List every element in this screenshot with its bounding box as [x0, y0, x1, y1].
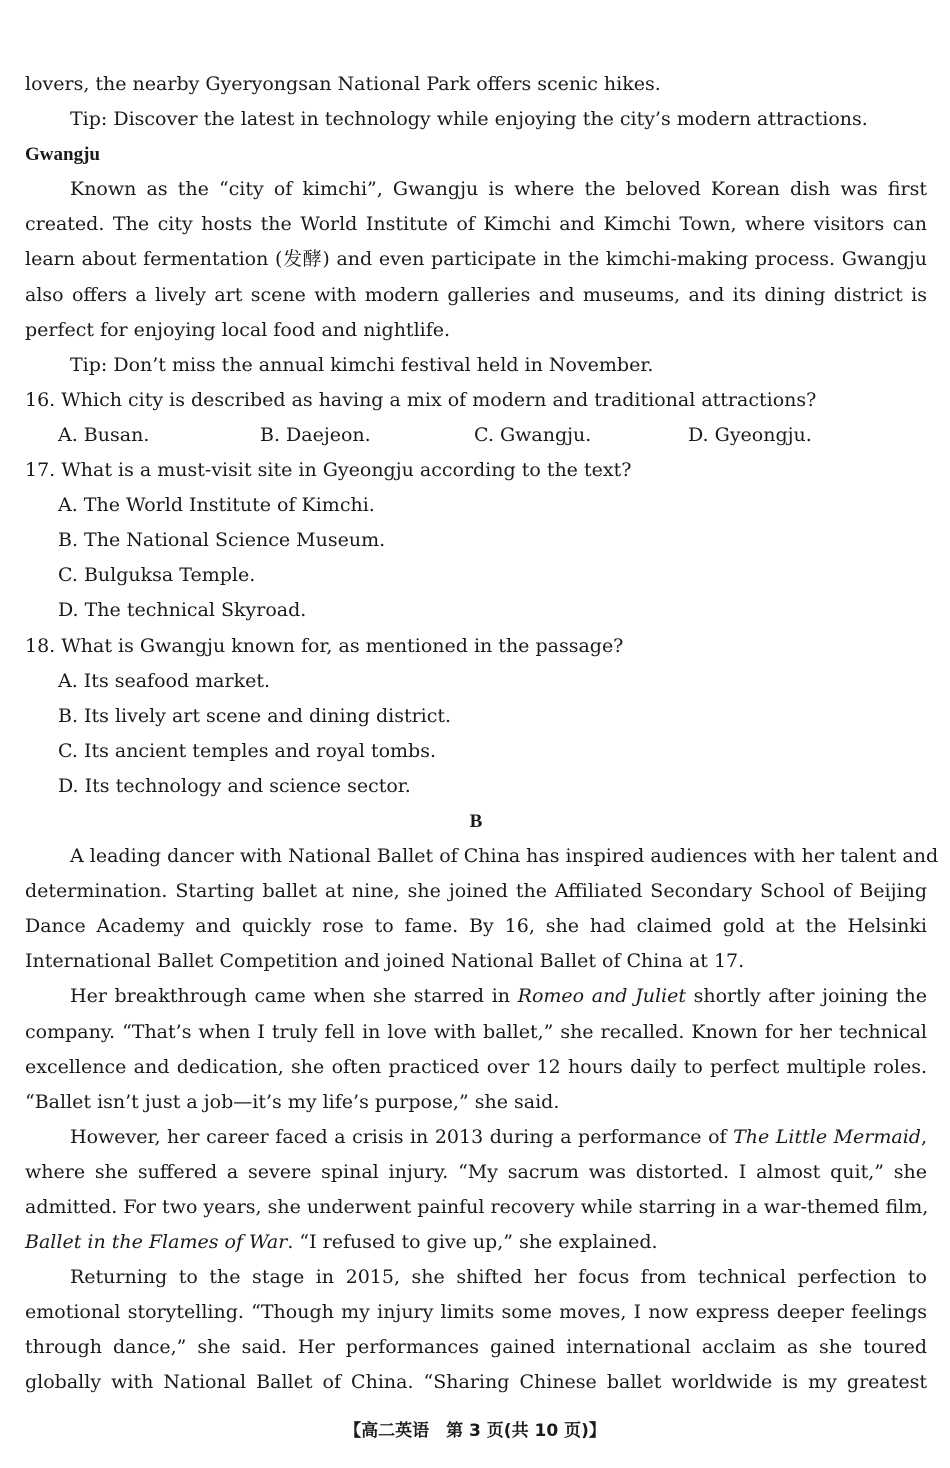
- option-d: D. The technical Skyroad.: [58, 599, 307, 622]
- option-b: B. The National Science Museum.: [58, 529, 386, 552]
- text-line: However, her career faced a crisis in 2013 during a performance of The Little Mermaid,: [70, 1125, 927, 1148]
- page-body: [25, 67, 939, 1401]
- option-d: D. Gyeongju.: [688, 423, 812, 446]
- text-line: Known as the “city of kimchi”, Gwangju is where the beloved Korean dish was first: [70, 178, 927, 201]
- title-romeo-and-juliet: Romeo and Juliet: [517, 985, 686, 1008]
- text-line: determination. Starting ballet at nine, she joined the Affiliated Secondary School of Beijing: [25, 880, 927, 903]
- question-17-stem: 17. What is a must-visit site in Gyeongju according to the text?: [25, 459, 632, 482]
- text-line: globally with National Ballet of China. “Sharing Chinese ballet worldwide is my greatest: [25, 1371, 927, 1394]
- question-16-options: [25, 418, 927, 453]
- option-a: A. The World Institute of Kimchi.: [58, 494, 375, 517]
- text-line: learn about fermentation (发酵) and even participate in the kimchi-making process. Gwangju: [25, 248, 927, 271]
- text-line: admitted. For two years, she underwent painful recovery while starring in a war-themed film,: [25, 1196, 929, 1218]
- section-heading-gwangju: Gwangju: [25, 144, 100, 166]
- option-c: C. Gwangju.: [474, 423, 592, 446]
- option-a: A. Busan.: [58, 423, 150, 446]
- text-line: company. “That’s when I truly fell in love with ballet,” she recalled. Known for her technical: [25, 1020, 927, 1043]
- option-b: B. Its lively art scene and dining district.: [58, 704, 452, 727]
- question-18-stem: 18. What is Gwangju known for, as mentioned in the passage?: [25, 634, 624, 657]
- text-line: also offers a lively art scene with modern galleries and museums, and its dining district is: [25, 283, 927, 306]
- text-line: where she suffered a severe spinal injury. “My sacrum was distorted. I almost quit,” she: [25, 1160, 927, 1183]
- text-line: emotional storytelling. “Though my injury limits some moves, I now express deeper feelings: [25, 1301, 927, 1324]
- text-line: Ballet in the Flames of War. “I refused to give up,” she explained.: [25, 1231, 658, 1254]
- text-line: “Ballet isn’t just a job—it’s my life’s purpose,” she said.: [25, 1090, 560, 1113]
- text-line: perfect for enjoying local food and nightlife.: [25, 318, 451, 341]
- option-d: D. Its technology and science sector.: [58, 774, 411, 797]
- tip-line: Tip: Discover the latest in technology while enjoying the city’s modern attractions.: [70, 108, 868, 131]
- title-ballet-in-the-flames-of-war: Ballet in the Flames of War: [25, 1231, 288, 1254]
- text-line: created. The city hosts the World Institute of Kimchi and Kimchi Town, where visitors can: [25, 213, 927, 236]
- option-c: C. Bulguksa Temple.: [58, 564, 256, 587]
- option-b: B. Daejeon.: [260, 423, 371, 446]
- text-line: International Ballet Competition and joined National Ballet of China at 17.: [25, 950, 745, 973]
- text-line: Dance Academy and quickly rose to fame. By 16, she had claimed gold at the Helsinki: [25, 915, 927, 938]
- text-line: Her breakthrough came when she starred in Romeo and Juliet shortly after joining the: [70, 985, 927, 1008]
- question-16-stem: 16. Which city is described as having a mix of modern and traditional attractions?: [25, 388, 817, 411]
- text-line: A leading dancer with National Ballet of China has inspired audiences with her talent and: [70, 845, 939, 868]
- text-line: excellence and dedication, she often practiced over 12 hours daily to perfect multiple roles.: [25, 1055, 927, 1078]
- page-footer: 【高二英语 第 3 页(共 10 页)】: [344, 1421, 606, 1441]
- section-label-b: B: [469, 810, 483, 832]
- tip-line: Tip: Don’t miss the annual kimchi festival held in November.: [70, 353, 654, 376]
- option-c: C. Its ancient temples and royal tombs.: [58, 739, 436, 762]
- title-the-little-mermaid: The Little Mermaid: [733, 1125, 921, 1148]
- option-a: A. Its seafood market.: [58, 669, 271, 692]
- text-line: Returning to the stage in 2015, she shifted her focus from technical perfection to: [70, 1266, 927, 1289]
- text-line: through dance,” she said. Her performances gained international acclaim as she toured: [25, 1336, 927, 1359]
- text-line: lovers, the nearby Gyeryongsan National Park offers scenic hikes.: [25, 73, 661, 95]
